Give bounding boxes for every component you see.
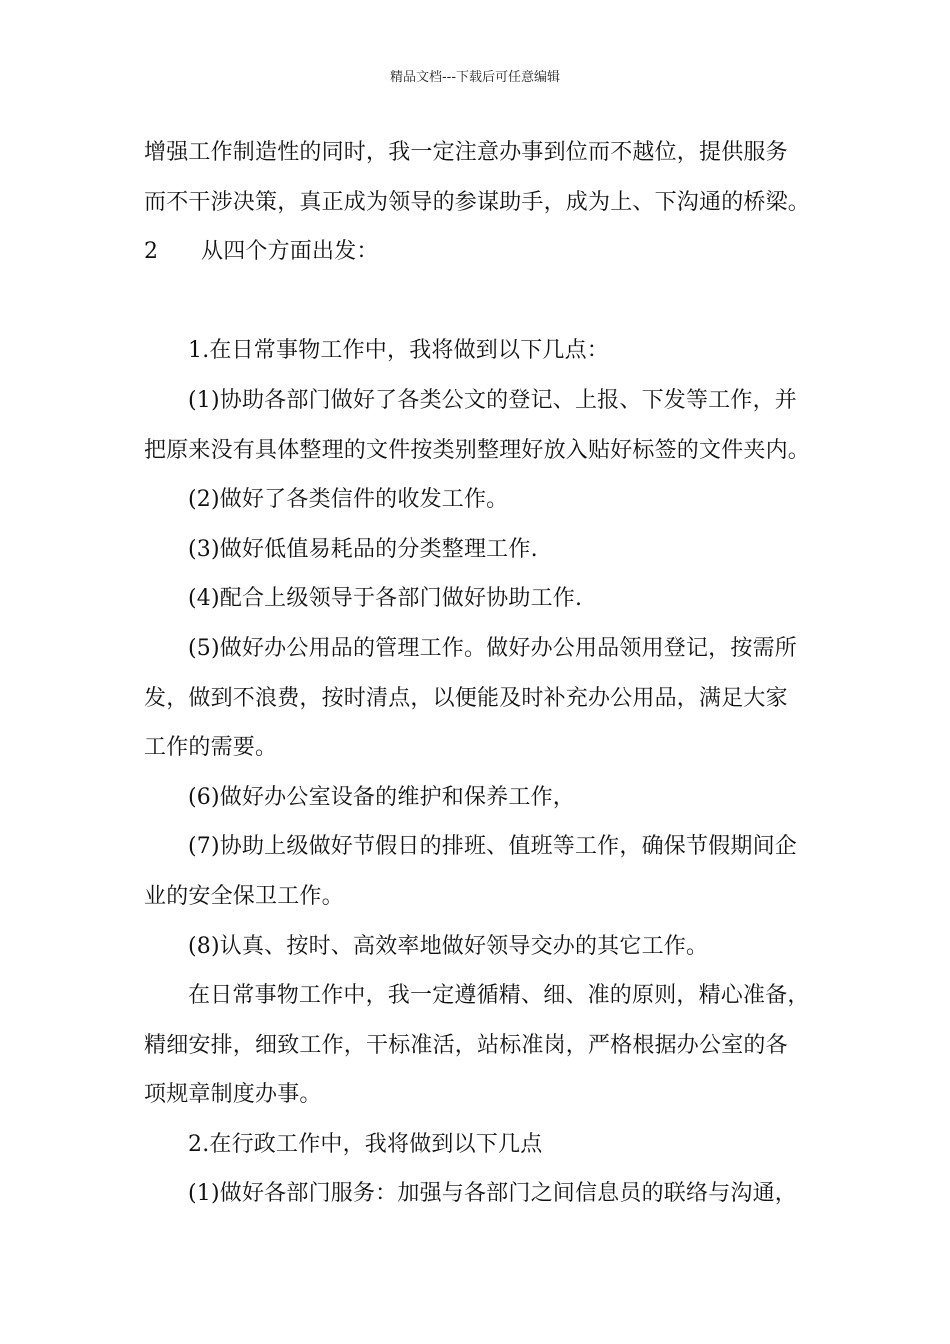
subsection-heading: 1.在日常事物工作中，我将做到以下几点：	[188, 338, 609, 364]
list-item: (7)协助上级做好节假日的排班、值班等工作，确保节假期间企	[188, 834, 797, 860]
paragraph-line: 增强工作制造性的同时，我一定注意办事到位而不越位，提供服务	[144, 140, 788, 165]
list-item-continuation: 工作的需要。	[144, 735, 278, 761]
page-header: 精品文档---下载后可任意编辑	[389, 70, 561, 85]
list-item: (3)做好低值易耗品的分类整理工作.	[188, 536, 538, 562]
paragraph-line: 在日常事物工作中，我一定遵循精、细、准的原则，精心准备，	[188, 983, 810, 1009]
paragraph-line: 精细安排，细致工作，干标准活，站标准岗，严格根据办公室的各	[144, 1032, 788, 1058]
blank-line	[144, 277, 824, 327]
list-item: (4)配合上级领导于各部门做好协助工作.	[188, 586, 583, 612]
section-title: 从四个方面出发：	[201, 239, 379, 265]
paragraph-line: 项规章制度办事。	[144, 1082, 322, 1108]
subsection-heading: 2.在行政工作中，我将做到以下几点	[188, 1131, 543, 1157]
document-body	[144, 128, 824, 1219]
section-heading	[144, 227, 824, 277]
list-item-continuation: 发，做到不浪费，按时清点，以便能及时补充办公用品，满足大家	[144, 685, 788, 711]
list-item: (1)做好各部门服务：加强与各部门之间信息员的联络与沟通，	[188, 1181, 797, 1207]
list-item-continuation: 业的安全保卫工作。	[144, 883, 344, 909]
section-number: 2	[144, 239, 159, 265]
list-item: (6)做好办公室设备的维护和保养工作，	[188, 784, 575, 810]
list-item: (8)认真、按时、高效率地做好领导交办的其它工作。	[188, 933, 709, 959]
paragraph-line: 而不干涉决策，真正成为领导的参谋助手，成为上、下沟通的桥梁。	[144, 189, 811, 215]
list-item: (2)做好了各类信件的收发工作。	[188, 487, 509, 513]
list-item-continuation: 把原来没有具体整理的文件按类别整理好放入贴好标签的文件夹内。	[144, 437, 811, 463]
list-item: (1)协助各部门做好了各类公文的登记、上报、下发等工作，并	[188, 387, 797, 413]
list-item: (5)做好办公用品的管理工作。做好办公用品领用登记，按需所	[188, 635, 797, 661]
